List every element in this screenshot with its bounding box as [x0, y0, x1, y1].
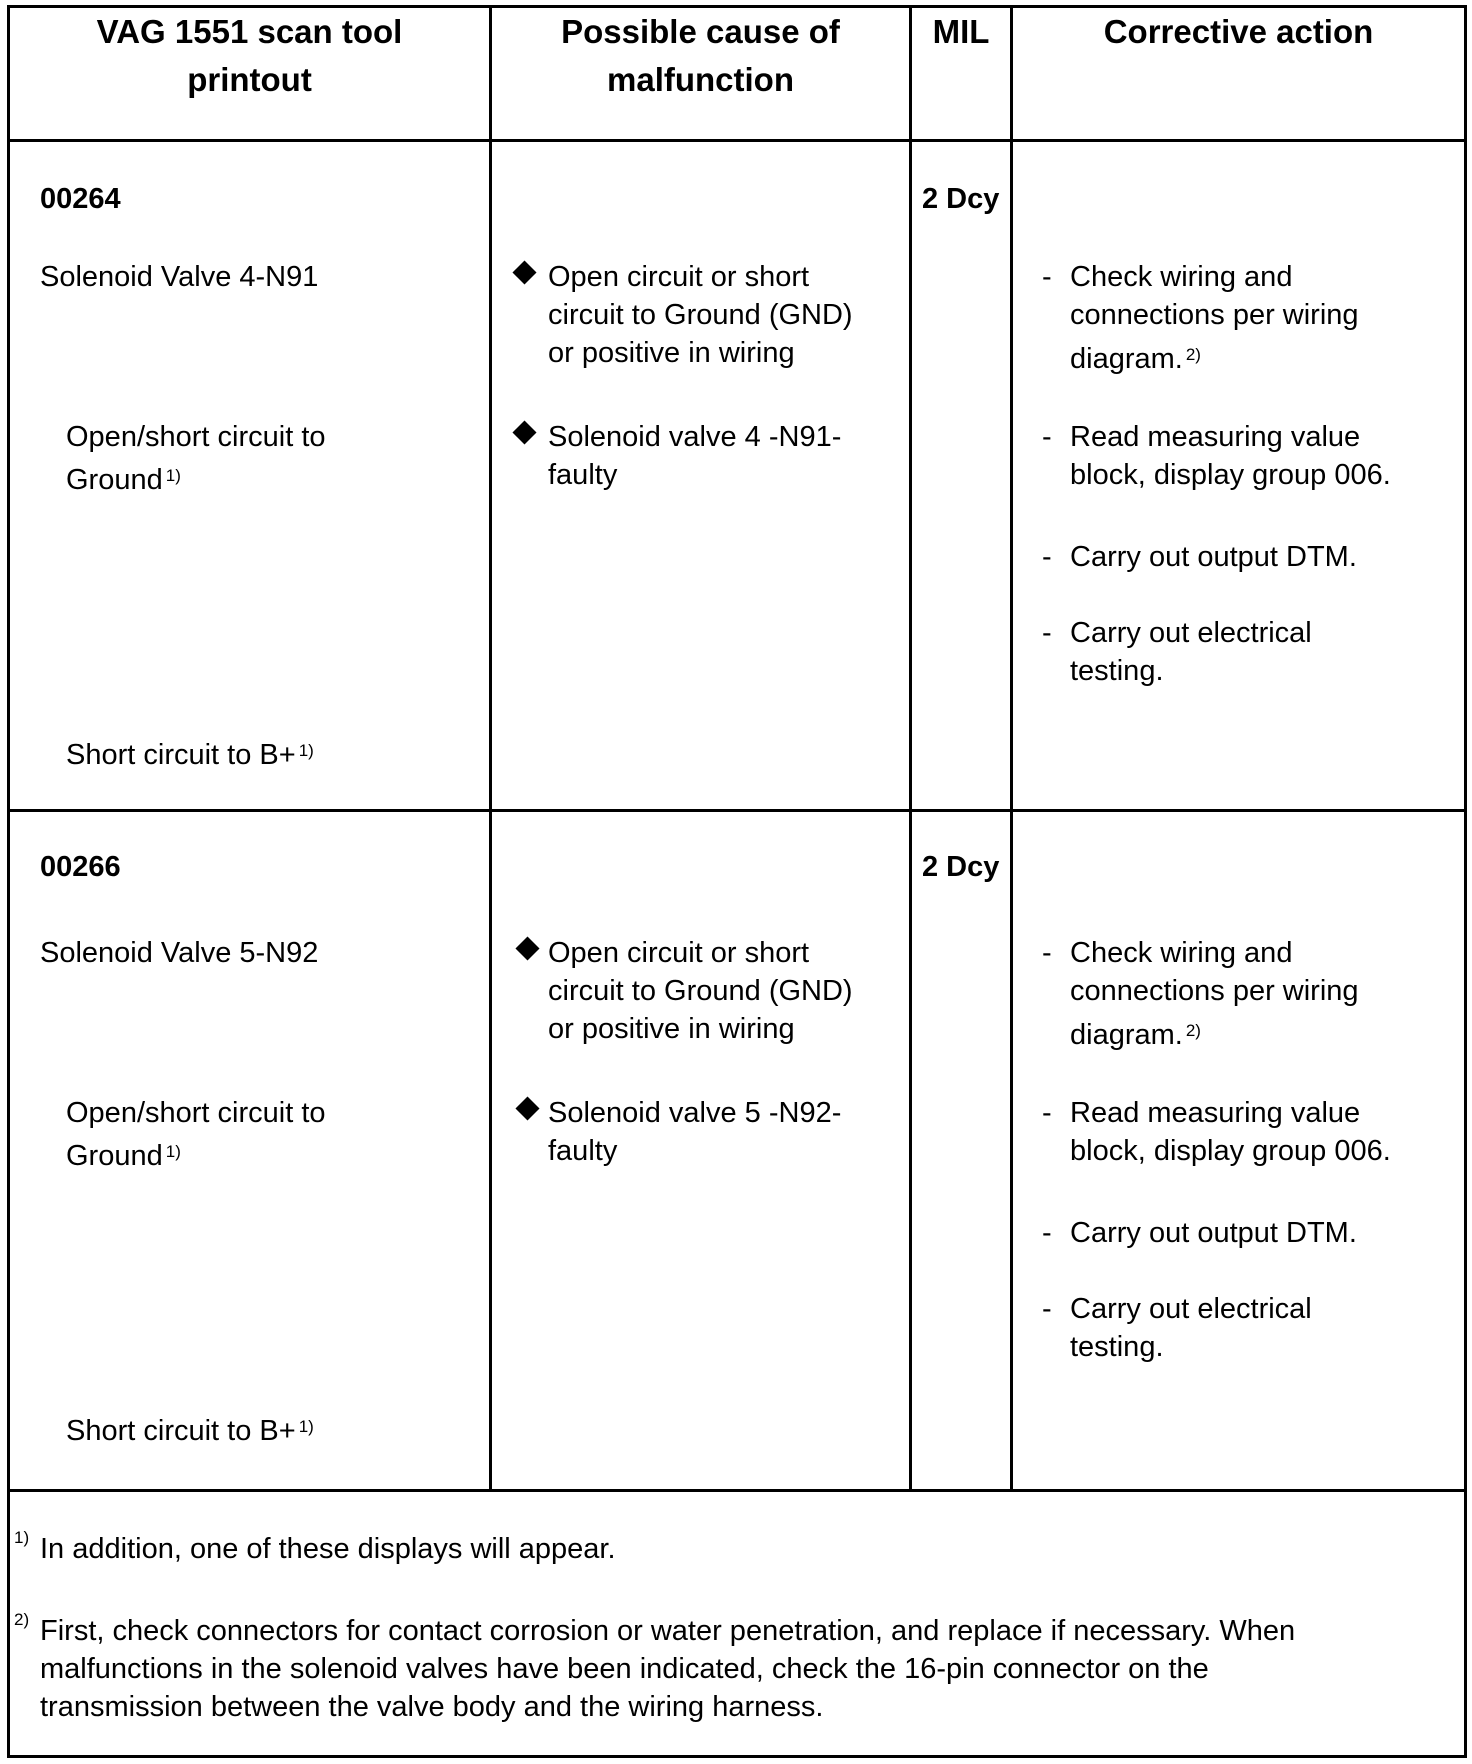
- cause-line: Solenoid valve 4 -N91-: [548, 421, 842, 453]
- action-dash: -: [1042, 937, 1052, 969]
- footnote-divider: [7, 1489, 1467, 1492]
- bullet-diamond-icon: [515, 1096, 539, 1120]
- component-name: Solenoid Valve 5-N92: [40, 937, 319, 969]
- fault-type-open-short: Open/short circuit to: [66, 421, 326, 453]
- bullet-diamond-icon: [512, 260, 536, 284]
- footnote-ref: 1): [298, 1417, 314, 1436]
- action-line: Carry out output DTM.: [1070, 541, 1357, 573]
- action-dash: -: [1042, 1217, 1052, 1249]
- action-dash: -: [1042, 1097, 1052, 1129]
- bullet-diamond-icon: [512, 420, 536, 444]
- fault-type-short-b-plus-text: Short circuit to B+: [66, 1415, 296, 1447]
- action-dash: -: [1042, 421, 1052, 453]
- cause-line: faulty: [548, 459, 618, 491]
- table-border-bottom: [7, 1755, 1467, 1758]
- table-border-left: [7, 5, 10, 1758]
- cause-line: Solenoid valve 5 -N92-: [548, 1097, 842, 1129]
- action-line: Read measuring value: [1070, 421, 1361, 453]
- action-line: [1070, 1016, 1201, 1054]
- fault-type-ground-text: Ground: [66, 1140, 163, 1172]
- mil-status: 2 Dcy: [922, 183, 1000, 215]
- action-line: Check wiring and: [1070, 261, 1293, 293]
- action-dash: -: [1042, 617, 1052, 649]
- row-divider: [7, 809, 1467, 812]
- column-divider-1: [489, 5, 492, 1492]
- action-line: block, display group 006.: [1070, 1135, 1391, 1167]
- cause-line: Open circuit or short: [548, 937, 810, 969]
- cause-line: Open circuit or short: [548, 261, 810, 293]
- bullet-diamond-icon: [515, 936, 539, 960]
- cause-line: or positive in wiring: [548, 337, 795, 369]
- header-divider: [7, 139, 1467, 142]
- footnote-2-line: malfunctions in the solenoid valves have been indicated, check the 16-pin connector on the: [40, 1653, 1209, 1685]
- fault-type-open-short: Open/short circuit to: [66, 1097, 326, 1129]
- header-action: Corrective action: [1103, 13, 1374, 50]
- action-line-text: diagram.: [1070, 343, 1183, 375]
- fault-type-ground-text: Ground: [66, 464, 163, 496]
- action-line: Carry out electrical: [1070, 617, 1312, 649]
- footnote-2-line: transmission between the valve body and the wiring harness.: [40, 1691, 824, 1723]
- column-divider-2: [909, 5, 912, 1492]
- fault-type-ground: [66, 1137, 181, 1175]
- cause-line: faulty: [548, 1135, 618, 1167]
- footnote-ref: 1): [165, 466, 181, 485]
- action-line: [1070, 340, 1201, 378]
- header-mil: MIL: [932, 13, 990, 50]
- table-border-right: [1464, 5, 1467, 1758]
- action-line: testing.: [1070, 1331, 1164, 1363]
- fault-type-ground: [66, 461, 181, 499]
- footnote-ref: 1): [165, 1142, 181, 1161]
- fault-code: 00266: [40, 851, 121, 883]
- action-line: connections per wiring: [1070, 299, 1359, 331]
- column-divider-3: [1010, 5, 1013, 1492]
- fault-type-short-b-plus-text: Short circuit to B+: [66, 739, 296, 771]
- action-dash: -: [1042, 541, 1052, 573]
- component-name: Solenoid Valve 4-N91: [40, 261, 319, 293]
- footnote-ref: 2): [1185, 345, 1201, 364]
- fault-type-short-b-plus: [66, 1412, 314, 1450]
- header-printout: VAG 1551 scan tool printout: [96, 13, 403, 98]
- header-cause: Possible cause of malfunction: [561, 13, 840, 98]
- fault-code: 00264: [40, 183, 121, 215]
- action-dash: -: [1042, 1293, 1052, 1325]
- action-line: Check wiring and: [1070, 937, 1293, 969]
- fault-type-short-b-plus: [66, 736, 314, 774]
- cause-line: or positive in wiring: [548, 1013, 795, 1045]
- footnote-2-line: First, check connectors for contact corrosion or water penetration, and replace if necessary. When: [40, 1615, 1296, 1647]
- action-line: Carry out electrical: [1070, 1293, 1312, 1325]
- footnote-1-text: In addition, one of these displays will appear.: [40, 1533, 616, 1565]
- cause-line: circuit to Ground (GND): [548, 299, 853, 331]
- footnote-1-mark: 1): [14, 1528, 30, 1547]
- footnote-ref: 2): [1185, 1021, 1201, 1040]
- cause-line: circuit to Ground (GND): [548, 975, 853, 1007]
- action-line: Read measuring value: [1070, 1097, 1361, 1129]
- action-line: testing.: [1070, 655, 1164, 687]
- action-line: Carry out output DTM.: [1070, 1217, 1357, 1249]
- footnote-ref: 1): [298, 741, 314, 760]
- footnote-2-mark: 2): [14, 1610, 30, 1629]
- action-dash: -: [1042, 261, 1052, 293]
- action-line-text: diagram.: [1070, 1019, 1183, 1051]
- action-line: connections per wiring: [1070, 975, 1359, 1007]
- mil-status: 2 Dcy: [922, 851, 1000, 883]
- action-line: block, display group 006.: [1070, 459, 1391, 491]
